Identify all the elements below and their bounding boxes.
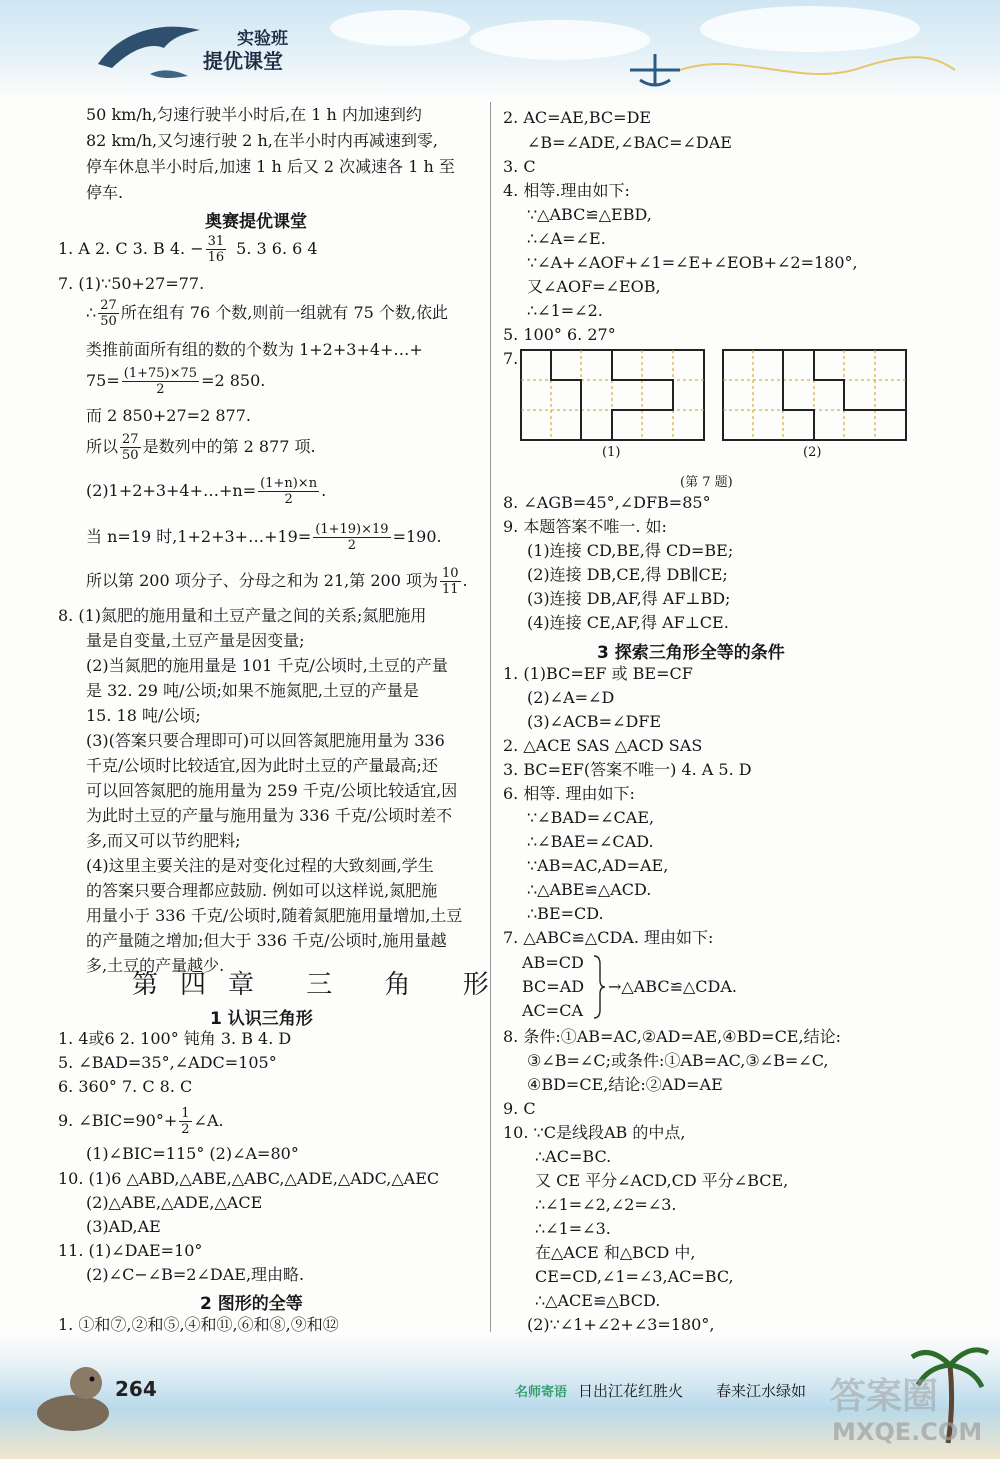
answer-line: 7. (1)∵50+27=77. (58, 274, 205, 293)
answer-line: (2)∠C−∠B=2∠DAE,理由略. (86, 1265, 305, 1284)
fraction: $\frac{27}{50}$ (122, 432, 139, 463)
fraction: $\frac{31}{16}$ (207, 234, 225, 265)
answer-line: ∴BE=CD. (527, 904, 604, 923)
answer-line: 又∠AOF=∠EOB, (527, 277, 661, 296)
answer-line: 类推前面所有组的数的个数为 1+2+3+4+…+ (86, 340, 423, 359)
slogan-tag: 名师寄语 (515, 1385, 568, 1400)
answer-line: ∠B=∠ADE,∠BAC=∠DAE (527, 133, 732, 152)
watermark (830, 1368, 995, 1453)
brand-logo (203, 28, 288, 73)
answer-text: 5. 3 6. 6 4 (236, 239, 318, 258)
answer-line: (2)△ABE,△ADE,△ACE (86, 1193, 263, 1212)
answer-line: 为此时土豆的产量与施用量为 336 千克/公顷时差不 (86, 806, 453, 825)
answer-line: 2. △ACE SAS △ACD SAS (503, 736, 703, 755)
answer-line: ∴△ACE≌△BCD. (535, 1291, 661, 1310)
answer-line: (2)连接 DB,CE,得 DB∥CE; (527, 565, 728, 584)
anchor-icon (620, 40, 960, 90)
text-line: 82 km/h,又匀速行驶 2 h,在半小时内再减速到零, (86, 131, 438, 150)
answer-line: CE=CD,∠1=∠3,AC=BC, (535, 1267, 734, 1286)
answer-line: 6. 360° 7. C 8. C (58, 1077, 193, 1096)
brace-result: →△ABC≌△CDA. (608, 977, 737, 996)
answer-line: 1. ①和⑦,②和⑤,④和⑪,⑥和⑧,⑨和⑫ (58, 1315, 339, 1334)
answer-line: (3)连接 DB,AF,得 AF⊥BD; (527, 589, 731, 608)
fraction: $\frac{10}{11}$ (441, 566, 459, 597)
answer-line: (2)当氮肥的施用量是 101 千克/公顷时,土豆的产量 (86, 656, 448, 675)
fraction: $\frac{(1+n)\times n}{2}$ (260, 476, 318, 507)
answer-line: 4. 相等.理由如下: (503, 181, 630, 200)
answer-line: 多,土豆的产量越少. (86, 956, 225, 975)
answer-line: ∴∠1=∠2,∠2=∠3. (535, 1195, 677, 1214)
answer-line: (3)(答案只要合理即可)可以回答氮肥施用量为 336 (86, 731, 445, 750)
answer-line: 可以回答氮肥的施用量为 259 千克/公顷比较适宜,因 (86, 781, 458, 800)
watermark-url: MXQE.COM (832, 1418, 983, 1446)
answer-line: 在△ACE 和△BCD 中, (535, 1243, 696, 1262)
answer-line: ∴ $\frac{27}{50}$ 所在组有 76 个数,则前一组就有 75 个数,依此 (86, 298, 448, 329)
answer-line: 而 2 850+27=2 877. (86, 406, 251, 425)
answer-line: 9. ∠BIC=90°+ $\frac{1}{2}$ ∠A. (58, 1106, 224, 1137)
chapter-title: 第四章 三 角 形 (132, 970, 511, 1000)
answer-line: (3)AD,AE (86, 1217, 161, 1236)
text-line: 停车. (86, 183, 124, 202)
answer-line: 的产量随之增加;但大于 336 千克/公顷时,施用量越 (86, 931, 447, 950)
brace-icon (592, 954, 606, 1020)
figure-caption: (第 7 题) (680, 475, 733, 490)
answer-line: 量是自变量,土豆产量是因变量; (86, 631, 305, 650)
answer-line: 的答案只要合理都应鼓励. 例如可以这样说,氮肥施 (86, 881, 438, 900)
figure-label: (2) (803, 445, 822, 460)
answer-line: (4)连接 CE,AF,得 AF⊥CE. (527, 613, 729, 632)
answer-line: 是 32. 29 吨/公顷;如果不施氮肥,土豆的产量是 (86, 681, 419, 700)
section-heading: 奥赛提优课堂 (205, 212, 307, 232)
answer-line: 所以第 200 项分子、分母之和为 21,第 200 项为 $\frac{10}{11}$ . (86, 566, 468, 597)
text-line: 50 km/h,匀速行驶半小时后,在 1 h 内加速到约 (86, 105, 422, 124)
answer-line: 当 n=19 时,1+2+3+…+19= $\frac{(1+19)\times 19}{2}$ =190. (86, 522, 442, 553)
answer-line: ∵△ABC≌△EBD, (527, 205, 652, 224)
fraction: $\frac{(1+75)\times 75}{2}$ (123, 366, 198, 397)
answer-line: ∵∠A+∠AOF+∠1=∠E+∠EOB+∠2=180°, (527, 253, 858, 272)
section-heading: 2 图形的全等 (200, 1294, 303, 1314)
figure-7-grid-1 (520, 349, 705, 441)
answer-line: (3)∠ACB=∠DFE (527, 712, 662, 731)
answer-line: ∴AC=BC. (535, 1147, 612, 1166)
fraction: $\frac{1}{2}$ (181, 1106, 190, 1137)
page-number: 264 (115, 1377, 157, 1401)
answer-line: ∴∠1=∠2. (527, 301, 603, 320)
answer-line: 用量小于 336 千克/公顷时,随着氮肥施用量增加,土豆 (86, 906, 463, 925)
answer-line: 6. 相等. 理由如下: (503, 784, 635, 803)
answer-line: 10. ∵C是线段AB 的中点, (503, 1123, 686, 1142)
answer-line: 10. (1)6 △ABD,△ABE,△ABC,△ADE,△ADC,△AEC (58, 1169, 440, 1188)
answer-line: (2)∠A=∠D (527, 688, 615, 707)
answer-line: 千克/公顷时比较适宜,因为此时土豆的产量最高;还 (86, 756, 438, 775)
answer-line: ∴∠A=∠E. (527, 229, 606, 248)
answer-line: 7. △ABC≌△CDA. 理由如下: (503, 928, 714, 947)
answer-line: (2)∵∠1+∠2+∠3=180°, (527, 1315, 715, 1334)
answer-line: ∵AB=AC,AD=AE, (527, 856, 669, 875)
answer-line: ∴△ABE≌△ACD. (527, 880, 652, 899)
answer-line: 9. 本题答案不唯一. 如: (503, 517, 667, 536)
dolphin-icon (90, 12, 210, 82)
answer-line: ④BD=CE,结论:②AD=AE (527, 1075, 723, 1094)
answer-line: (1)∠BIC=115° (2)∠A=80° (86, 1144, 299, 1163)
section-heading: 1 认识三角形 (210, 1009, 313, 1029)
answer-line: 15. 18 吨/公顷; (86, 706, 201, 725)
answer-line: 8. ∠AGB=45°,∠DFB=85° (503, 493, 711, 512)
answer-line: 9. C (503, 1099, 536, 1118)
answer-line: 75= $\frac{(1+75)\times 75}{2}$ =2 850. (86, 366, 266, 397)
column-divider (490, 102, 491, 1332)
fraction: $\frac{(1+19)\times 19}{2}$ (315, 522, 389, 553)
brace-item: AB=CD (522, 953, 584, 972)
watermark-text: 答案圈 (830, 1376, 939, 1417)
brand-line2: 提优课堂 (203, 49, 283, 73)
page-header (0, 0, 1000, 100)
answer-line: ∴∠BAE=∠CAD. (527, 832, 654, 851)
slogan-text: 春来江水绿如 (716, 1382, 807, 1400)
brace-item: AC=CA (522, 1001, 583, 1020)
answer-line: 3. C (503, 157, 536, 176)
answer-line: 11. (1)∠DAE=10° (58, 1241, 203, 1260)
answer-line: 5. 100° 6. 27° (503, 325, 616, 344)
answer-line: ③∠B=∠C;或条件:①AB=AC,③∠B=∠C, (527, 1051, 829, 1070)
answer-line: 所以 $\frac{27}{50}$ 是数列中的第 2 877 项. (86, 432, 316, 463)
figure-7-grid-2 (722, 349, 907, 441)
answer-line: 7. (503, 349, 519, 368)
answer-line: 2. AC=AE,BC=DE (503, 108, 652, 127)
answer-line: ∴∠1=∠3. (535, 1219, 611, 1238)
answer-line: 8. 条件:①AB=AC,②AD=AE,④BD=CE,结论: (503, 1027, 841, 1046)
slogan-text: 日出江花红胜火 (578, 1382, 684, 1400)
brace-item: BC=AD (522, 977, 585, 996)
answer-line: 1. 4或6 2. 100° 钝角 3. B 4. D (58, 1029, 292, 1048)
text-line: 停车休息半小时后,加速 1 h 后又 2 次减速各 1 h 至 (86, 157, 455, 176)
figure-label: (1) (602, 445, 621, 460)
answer-line: ∵∠BAD=∠CAE, (527, 808, 655, 827)
answer-line: 8. (1)氮肥的施用量和土豆产量之间的关系;氮肥施用 (58, 606, 427, 625)
answer-line: 1. (1)BC=EF 或 BE=CF (503, 664, 693, 683)
brand-line1: 实验班 (237, 29, 288, 49)
answer-line: (4)这里主要关注的是对变化过程的大致刻画,学生 (86, 856, 434, 875)
answer-line: (2)1+2+3+4+…+n= $\frac{(1+n)\times n}{2}$ . (86, 476, 327, 507)
answer-text: 1. A 2. C 3. B 4. − (58, 239, 204, 258)
seal-icon (28, 1353, 118, 1443)
answer-line: 又 CE 平分∠ACD,CD 平分∠BCE, (535, 1171, 789, 1190)
answer-line (58, 234, 318, 265)
answer-line: 5. ∠BAD=35°,∠ADC=105° (58, 1053, 277, 1072)
fraction: $\frac{27}{50}$ (100, 298, 117, 329)
answer-line: (1)连接 CD,BE,得 CD=BE; (527, 541, 734, 560)
answer-line: 多,而又可以节约肥料; (86, 831, 241, 850)
section-heading: 3 探索三角形全等的条件 (597, 643, 785, 663)
answer-line: 3. BC=EF(答案不唯一) 4. A 5. D (503, 760, 752, 779)
